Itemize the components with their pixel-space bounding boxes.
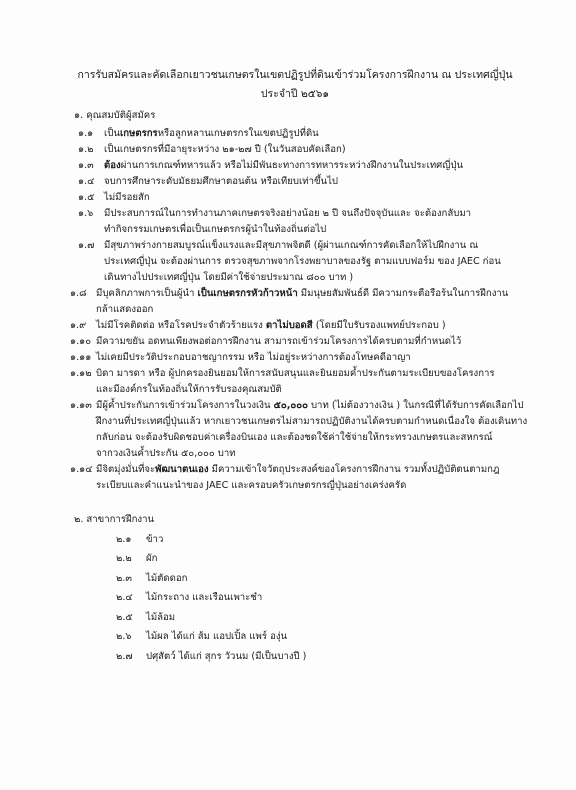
text-segment: เดินทางไปประเทศญี่ปุ่น โดยมีค่าใช้จ่ายประมาณ ๘๐๐ บาท ) — [104, 272, 354, 283]
item-line — [96, 302, 556, 318]
item-number: ๒.๒ — [116, 553, 132, 564]
text-segment: มีบุคลิกภาพการเป็นผู้นำ — [96, 288, 198, 299]
text-segment: บิดา มารดา หรือ ผู้ปกครองยินยอมให้การสนับสนุนและยินยอมค้ำประกันตามระเบียบของโครงการ — [96, 368, 495, 379]
section-qualifications — [70, 108, 556, 494]
text-segment: ระเบียบและคำแนะนำของ JAEC และครอบครัวเกษตรกรญี่ปุ่นอย่างเคร่งครัด — [96, 480, 407, 491]
item-number: ๑.๕ — [78, 192, 95, 203]
item-line — [104, 254, 556, 270]
item-number: ๑.๖ — [78, 208, 94, 219]
item-label: ไม้กระถาง และเรือนเพาะชำ — [146, 592, 263, 603]
qualification-item — [78, 126, 556, 142]
qualification-item — [78, 190, 556, 206]
text-segment: กล้าแสดงออก — [96, 304, 154, 315]
item-label: ผัก — [146, 553, 158, 564]
text-segment: จากวงเงินค้ำประกัน ๕๐,๐๐๐ บาท — [96, 448, 236, 459]
item-line — [96, 446, 556, 462]
item-line — [104, 190, 556, 206]
item-line — [104, 158, 556, 174]
item-text — [104, 126, 556, 142]
item-number: ๒.๖ — [116, 631, 132, 642]
text-segment: (โดยมีใบรับรองแพทย์ประกอบ ) — [312, 320, 446, 331]
item-number: ๑.๑๓ — [70, 400, 92, 411]
title-line-1: การรับสมัครและคัดเลือกเยาวชนเกษตรในเขตปฏิรูปที่ดินเข้าร่วมโครงการฝึกงาน ณ ประเทศญี่ปุ่น — [77, 69, 513, 81]
item-line — [104, 206, 556, 222]
section-training-fields — [74, 512, 556, 665]
item-number: ๒.๗ — [116, 650, 133, 662]
item-text — [104, 206, 556, 238]
item-line — [96, 366, 556, 382]
item-number: ๒.๑ — [116, 533, 132, 545]
text-segment: มีความขยัน อดทนเพียงพอต่อการฝึกงาน สามารถเข้าร่วมโครงการได้ครบตามที่กำหนดไว้ — [96, 336, 462, 347]
emphasis-text: เกษตรกร — [119, 128, 158, 139]
item-number: ๒.๓ — [116, 572, 132, 584]
text-segment: มีสุขภาพร่างกายสมบูรณ์แข็งแรงและมีสุขภาพจิตดี (ผู้ผ่านเกณฑ์การคัดเลือกให้ไปฝึกงาน ณ — [104, 240, 479, 251]
qualification-item — [78, 174, 556, 190]
training-field-item — [116, 649, 556, 665]
text-segment: เป็นเกษตรกรที่มีอายุระหว่าง ๒๑-๒๗ ปี (ในวันสอบคัดเลือก) — [104, 144, 346, 155]
item-number: ๑.๑๔ — [70, 464, 93, 475]
item-number: ๑.๑๑ — [70, 352, 92, 363]
text-segment: ทำกิจกรรมเกษตรเพื่อเป็นเกษตรกรผู้นำในท้องถิ่นต่อไป — [104, 224, 327, 235]
text-segment: ไม่มีรอยสัก — [104, 192, 150, 203]
text-segment: ผ่านการเกณฑ์ทหารแล้ว หรือไม่มีพันธะทางการทหารระหว่างฝึกงานในประเทศญี่ปุ่น — [120, 160, 464, 171]
qualification-item — [78, 206, 556, 238]
item-line — [104, 270, 556, 286]
item-number: ๑.๑๒ — [70, 368, 92, 379]
qualification-list — [70, 126, 556, 494]
training-field-item — [116, 610, 556, 626]
item-text — [104, 238, 556, 286]
qualification-item — [70, 462, 556, 494]
text-segment: ฝึกงานที่ประเทศญี่ปุ่นแล้ว หากเยาวชนเกษตรไม่สามารถปฏิบัติงานได้ครบตามกำหนดเนื่องใจ ต้องเดินทาง — [96, 416, 528, 427]
item-text — [104, 190, 556, 206]
text-segment: เป็น — [104, 128, 120, 139]
section-heading: ๑. คุณสมบัติผู้สมัคร — [74, 110, 156, 121]
item-number: ๑.๓ — [78, 160, 94, 171]
item-text — [96, 318, 556, 334]
item-line — [104, 126, 556, 142]
item-label: ข้าว — [146, 533, 164, 545]
training-field-item — [116, 590, 556, 606]
item-number: ๑.๔ — [78, 176, 95, 187]
item-number: ๒.๕ — [116, 611, 133, 623]
item-number: ๑.๙ — [70, 320, 87, 331]
qualification-item — [70, 350, 556, 366]
text-segment: จบการศึกษาระดับมัธยมศึกษาตอนต้น หรือเทียบเท่าขึ้นไป — [104, 176, 338, 187]
item-label: ไม้ตัดดอก — [146, 572, 188, 584]
text-segment: มีจิตมุ่งมั่นที่จะ — [96, 464, 156, 475]
text-segment: ไม่มีโรคติดต่อ หรือโรคประจำตัวร้ายแรง — [96, 320, 266, 331]
item-text — [104, 158, 556, 174]
section-heading: ๒. สาขาการฝึกงาน — [74, 514, 155, 525]
item-line — [96, 382, 556, 398]
item-line — [104, 222, 556, 238]
training-field-item — [116, 532, 556, 548]
emphasis-text: ต้อง — [104, 160, 121, 171]
document-body — [70, 108, 556, 665]
item-line — [96, 334, 556, 350]
qualification-item — [78, 158, 556, 174]
item-text — [104, 174, 556, 190]
item-number: ๑.๗ — [78, 240, 95, 251]
qualification-item — [70, 286, 556, 318]
item-text — [96, 286, 556, 318]
item-line — [96, 430, 556, 446]
item-number: ๑.๑๐ — [70, 336, 92, 347]
training-field-list — [78, 532, 556, 665]
text-segment: และมีองค์กรในท้องถิ่นให้การรับรองคุณสมบัติ — [96, 384, 282, 395]
item-label: ไม้ล้อม — [146, 611, 176, 623]
item-line — [96, 286, 556, 302]
text-segment: ไม่เคยมีประวัติประกอบอาชญากรรม หรือ ไม่อยู่ระหว่างการต้องโทษคดีอาญา — [96, 352, 411, 363]
item-line — [96, 462, 556, 478]
item-number: ๒.๔ — [116, 592, 133, 603]
item-line — [96, 414, 556, 430]
item-line — [96, 478, 556, 494]
item-number: ๑.๑ — [78, 128, 94, 139]
item-label: ปศุสัตว์ ได้แก่ สุกร วัวนม (มีเป็นบางปี ) — [146, 650, 307, 662]
qualification-item — [78, 142, 556, 158]
title-line-2: ประจำปี ๒๕๖๑ — [260, 88, 330, 100]
item-text — [96, 398, 556, 462]
qualification-item — [70, 318, 556, 334]
item-text — [96, 350, 556, 366]
qualification-item — [70, 334, 556, 350]
emphasis-text: ๕๐,๐๐๐ — [273, 400, 308, 411]
text-segment: มีความเข้าใจวัตถุประสงค์ของโครงการฝึกงาน รวมทั้งปฏิบัติตนตามกฎ — [208, 464, 500, 475]
item-line — [104, 174, 556, 190]
qualification-item — [70, 398, 556, 462]
training-field-item — [116, 571, 556, 587]
text-segment: ประเทศญี่ปุ่น จะต้องผ่านการ ตรวจสุขภาพจากโรงพยาบาลของรัฐ ตามแบบฟอร์ม ของ JAEC ก่อน — [104, 256, 501, 267]
item-label: ไม้ผล ได้แก่ ส้ม แอปเปิ้ล แพร์ องุ่น — [146, 631, 288, 642]
item-line — [96, 398, 556, 414]
qualification-item — [70, 366, 556, 398]
text-segment: มีผู้ค้ำประกันการเข้าร่วมโครงการในวงเงิน — [96, 400, 274, 411]
text-segment: มีประสบการณ์ในการทำงานภาคเกษตรจริงอย่างน้อย ๒ ปี จนถึงปัจจุบันและ จะต้องกลับมา — [104, 208, 472, 219]
text-segment: บาท (ไม่ต้องวางเงิน ) ในกรณีที่ได้รับการคัดเลือกไป — [307, 400, 524, 411]
item-line — [104, 238, 556, 254]
text-segment: กลับก่อน จะต้องรับผิดชอบค่าเครื่องบินเอง และต้องชดใช้ค่าใช้จ่ายให้กระทรวงเกษตรและสหกรณ์ — [96, 432, 493, 443]
item-line — [96, 318, 556, 334]
training-field-item — [116, 629, 556, 645]
item-line — [104, 142, 556, 158]
item-line — [96, 350, 556, 366]
item-number: ๑.๒ — [78, 144, 94, 155]
text-segment: มีมนุษยสัมพันธ์ดี มีความกระตือรือร้นในการฝึกงาน — [297, 288, 509, 299]
item-number: ๑.๘ — [70, 288, 87, 299]
qualification-item — [78, 238, 556, 286]
emphasis-text: พัฒนาตนเอง — [155, 464, 209, 475]
document-title — [60, 66, 530, 104]
text-segment: หรือลูกหลานเกษตรกรในเขตปฏิรูปที่ดิน — [157, 128, 319, 139]
emphasis-text: เป็นเกษตรกรหัวก้าวหน้า — [197, 288, 298, 299]
item-text — [96, 366, 556, 398]
item-text — [96, 334, 556, 350]
item-text — [96, 462, 556, 494]
training-field-item — [116, 551, 556, 567]
emphasis-text: ตาไม่บอดสี — [265, 320, 313, 331]
item-text — [104, 142, 556, 158]
